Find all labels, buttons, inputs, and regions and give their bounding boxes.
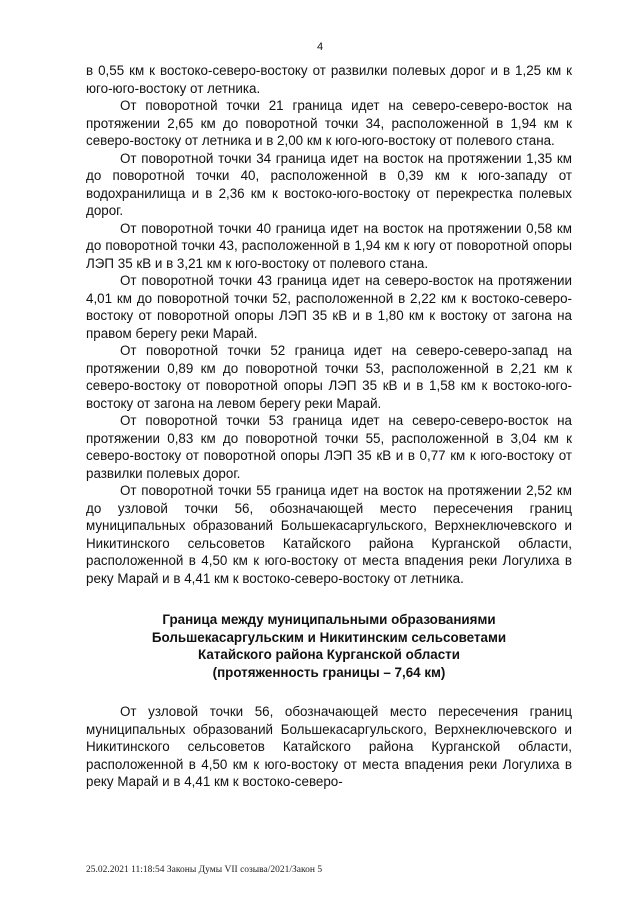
document-body <box>86 62 572 791</box>
page-number: 4 <box>316 41 324 53</box>
paragraph-point-43: От поворотной точки 43 граница идет на северо-восток на протяжении 4,01 км до поворотной точки 52, расположенной в 2,22 км к востоко-северо-востоку от поворотной опоры ЛЭП 35 кВ и в 1,80 км к востоку от загона на правом берегу реки Марай. <box>86 273 572 341</box>
section-heading <box>86 611 572 681</box>
paragraph-point-21: От поворотной точки 21 граница идет на северо-северо-восток на протяжении 2,65 км до поворотной точки 34, расположенной в 1,94 км к северо-востоку от летника и в 2,00 км к юго-юго-востоку от полевого стана. <box>86 98 572 148</box>
paragraph-point-55: От поворотной точки 55 граница идет на восток на протяжении 2,52 км до узловой точки 56, обозначающей место пересечения границ муниципальных образований Большекасаргульского, Верхнеключевского и Никитинского сельсоветов Катайского района Курганской области, расположенной в 4,50 км к юго-востоку от места впадения реки Логулиха в реку Марай и в 4,41 км к востоко-северо-востоку от летника. <box>86 483 572 586</box>
heading-line-3: Катайского района Курганской области <box>198 647 460 662</box>
heading-line-2: Большекасаргульским и Никитинским сельсоветами <box>151 629 507 645</box>
paragraph-point-53: От поворотной точки 53 граница идет на северо-северо-восток на протяжении 0,83 км до поворотной точки 55, расположенной в 3,04 км к северо-востоку от поворотной опоры ЛЭП 35 кВ и в 0,77 км к юго-востоку от развилки полевых дорог. <box>86 413 572 481</box>
heading-line-4: (протяженность границы – 7,64 км) <box>212 664 446 680</box>
paragraph-point-56: От узловой точки 56, обозначающей место пересечения границ муниципальных образований Большекасаргульского, Верхнеключевского и Никитинского сельсоветов Катайского района Курганской области, расположенной в 4,50 км к юго-востоку от места впадения реки Логулиха в реку Марай и в 4,41 км к востоко-северо- <box>86 704 572 789</box>
paragraph-point-34: От поворотной точки 34 граница идет на восток на протяжении 1,35 км до поворотной точки 40, расположенной в 0,39 км к юго-западу от водохранилища и в 2,36 км к востоко-юго-востоку от перекрестка полевых дорог. <box>86 150 572 218</box>
paragraph-point-52: От поворотной точки 52 граница идет на северо-северо-запад на протяжении 0,89 км до поворотной точки 53, расположенной в 2,21 км к северо-востоку от поворотной опоры ЛЭП 35 кВ и в 1,58 км к востоко-юго-востоку от загона на левом берегу реки Марай. <box>86 343 572 411</box>
paragraph-point-40: От поворотной точки 40 граница идет на восток на протяжении 0,58 км до поворотной точки 43, расположенной в 1,94 км к югу от поворотной опоры ЛЭП 35 кВ и в 3,21 км к юго-востоку от полевого стана. <box>86 220 572 271</box>
heading-line-1: Граница между муниципальными образованиями <box>162 612 496 627</box>
page-footer: 25.02.2021 11:18:54 Законы Думы VII созыва/2021/Закон 5 <box>86 865 323 875</box>
paragraph-continuation: в 0,55 км к востоко-северо-востоку от развилки полевых дорог и в 1,25 км к юго-юго-востоку от летника. <box>86 63 572 96</box>
